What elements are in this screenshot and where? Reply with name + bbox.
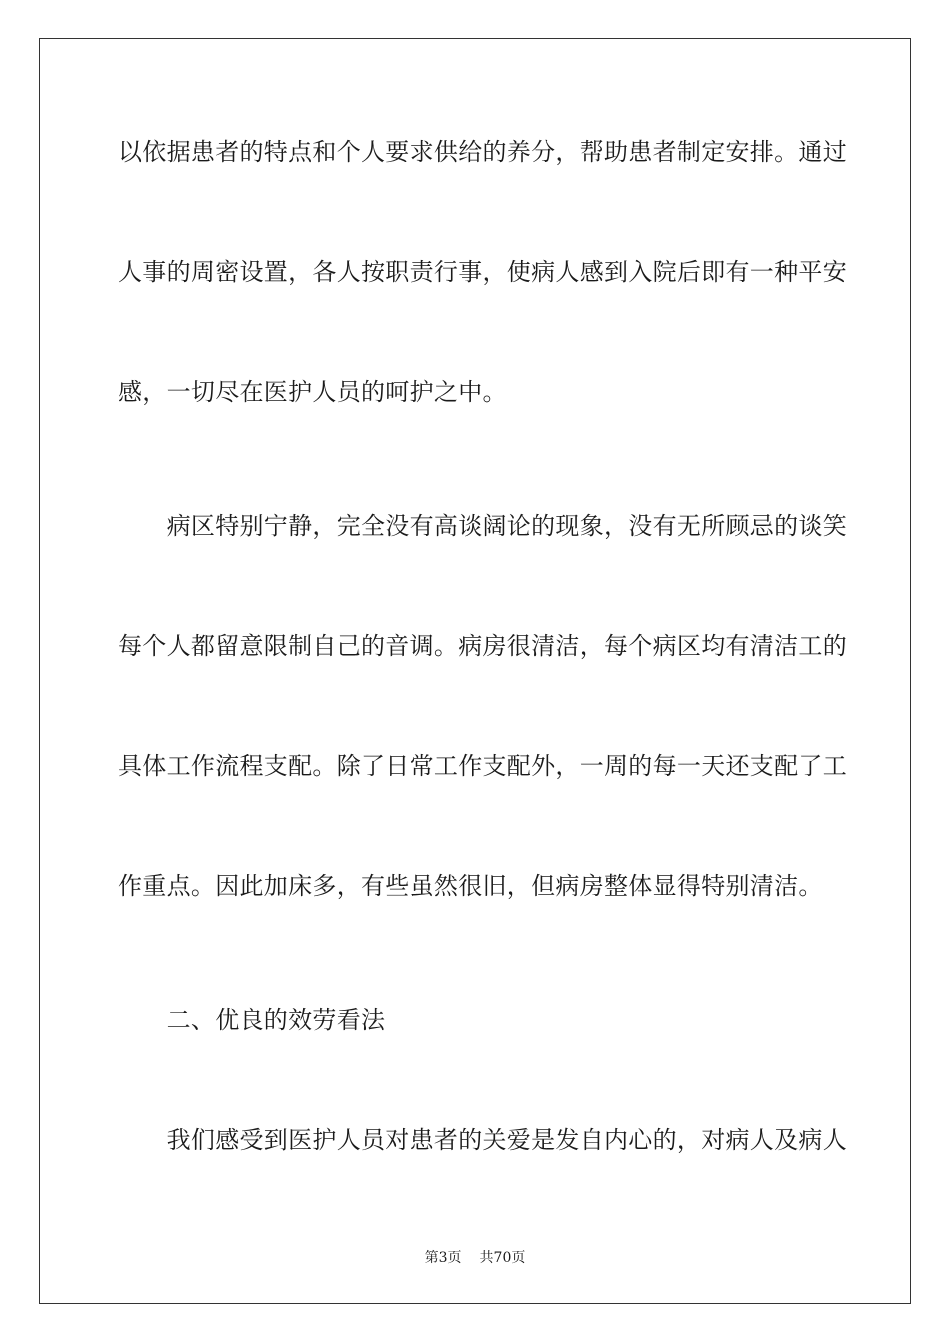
- total-pages: 共70页: [479, 1250, 526, 1266]
- text-line: 以依据患者的特点和个人要求供给的养分，帮助患者制定安排。通过: [118, 138, 847, 166]
- page-footer: [0, 1248, 950, 1268]
- page-number: 第3页: [424, 1250, 462, 1266]
- section-heading: 二、优良的效劳看法: [118, 1006, 386, 1034]
- text-line: 我们感受到医护人员对患者的关爱是发自内心的，对病人及病人: [118, 1126, 847, 1154]
- text-line: 人事的周密设置，各人按职责行事，使病人感到入院后即有一种平安: [118, 258, 847, 286]
- text-line: 感，一切尽在医护人员的呵护之中。: [118, 378, 507, 406]
- text-line: 每个人都留意限制自己的音调。病房很清洁，每个病区均有清洁工的: [118, 632, 847, 660]
- text-line: 作重点。因此加床多，有些虽然很旧，但病房整体显得特别清洁。: [118, 872, 823, 900]
- page-border: [39, 38, 911, 1304]
- text-line: 病区特别宁静，完全没有高谈阔论的现象，没有无所顾忌的谈笑: [118, 512, 847, 540]
- text-line: 具体工作流程支配。除了日常工作支配外，一周的每一天还支配了工: [118, 752, 847, 780]
